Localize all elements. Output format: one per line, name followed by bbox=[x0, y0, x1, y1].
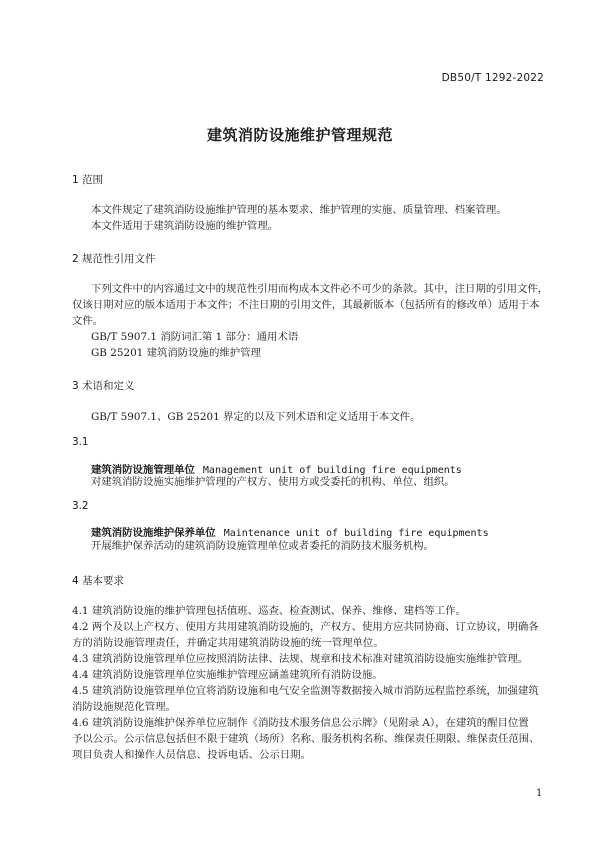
section-heading-scope: 1 范围 bbox=[72, 174, 104, 186]
requirement-item: 4.1 建筑消防设施的维护管理包括值班、巡查、检查测试、保养、维修、建档等工作。 bbox=[72, 605, 466, 617]
requirement-item: 4.5 建筑消防设施管理单位宜将消防设施和电气安全监测等数据接入城市消防远程监控系统，加强建筑 bbox=[72, 685, 539, 697]
requirement-item: 方的消防设施管理责任，并确定共用建筑消防设施的统一管理单位。 bbox=[72, 637, 384, 649]
term-entry bbox=[91, 524, 489, 539]
requirement-item: 项目负责人和操作人员信息、投诉电话、公示日期。 bbox=[72, 749, 311, 761]
section-heading-normative-references: 2 规范性引用文件 bbox=[72, 253, 156, 265]
requirement-item: 4.3 建筑消防设施管理单位应按照消防法律、法规、规章和技术标准对建筑消防设施实施维护管理。 bbox=[72, 653, 529, 665]
document-number: DB50/T 1292-2022 bbox=[441, 72, 544, 84]
requirement-item: 4.6 建筑消防设施维护保养单位应制作《消防技术服务信息公示牌》（见附录 A），在建筑的醒目位置 bbox=[72, 717, 529, 729]
paragraph: 文件。 bbox=[72, 315, 104, 327]
term-chinese: 建筑消防设施管理单位 bbox=[91, 464, 195, 476]
paragraph: 仅该日期对应的版本适用于本文件；不注日期的引用文件，其最新版本（包括所有的修改单）适用于本 bbox=[72, 299, 540, 311]
paragraph: 本文件规定了建筑消防设施维护管理的基本要求、维护管理的实施、质量管理、档案管理。 bbox=[91, 204, 507, 216]
paragraph: 本文件适用于建筑消防设施的维护管理。 bbox=[91, 220, 279, 232]
paragraph: GB/T 5907.1、GB 25201 界定的以及下列术语和定义适用于本文件。 bbox=[91, 411, 421, 423]
paragraph: 下列文件中的内容通过文中的规范性引用而构成本文件必不可少的条款。其中，注日期的引用文件， bbox=[91, 283, 549, 295]
section-heading-basic-requirements: 4 基本要求 bbox=[72, 575, 125, 587]
term-definition: 开展维护保养活动的建筑消防设施管理单位或者委托的消防技术服务机构。 bbox=[91, 540, 434, 552]
requirement-item: 消防设施规范化管理。 bbox=[72, 701, 176, 713]
requirement-item: 4.2 两个及以上产权方、使用方共用建筑消防设施的，产权方、使用方应共同协商、订立协议，明确各 bbox=[72, 621, 539, 633]
page-title: 建筑消防设施维护管理规范 bbox=[206, 126, 393, 144]
term-number: 3.2 bbox=[72, 500, 89, 512]
page-number: 1 bbox=[536, 788, 543, 799]
term-english: Management unit of building fire equipments bbox=[202, 465, 462, 476]
term-english: Maintenance unit of building fire equipments bbox=[223, 528, 489, 539]
requirement-item: 4.4 建筑消防设施管理单位实施维护管理应涵盖建筑所有消防设施。 bbox=[72, 669, 383, 681]
section-heading-terms: 3 术语和定义 bbox=[72, 380, 135, 392]
reference-item: GB 25201 建筑消防设施的维护管理 bbox=[91, 347, 261, 359]
reference-item: GB/T 5907.1 消防词汇第 1 部分：通用术语 bbox=[91, 331, 299, 343]
term-chinese: 建筑消防设施维护保养单位 bbox=[91, 527, 216, 539]
term-definition: 对建筑消防设施实施维护管理的产权方、使用方或受委托的机构、单位、组织。 bbox=[91, 476, 455, 488]
term-number: 3.1 bbox=[72, 436, 89, 448]
requirement-item: 予以公示。公示信息包括但不限于建筑（场所）名称、服务机构名称、维保责任期限、维保责任范围、 bbox=[72, 733, 540, 745]
